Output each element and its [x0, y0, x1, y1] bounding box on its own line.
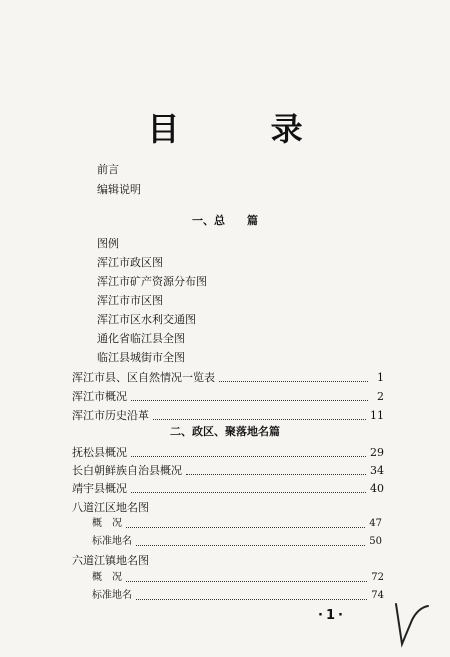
toc-subentry[interactable] — [92, 589, 384, 603]
toc-entry-title: 靖宇县概况 — [72, 482, 127, 495]
dot-leader — [126, 581, 367, 582]
toc-entry[interactable] — [72, 482, 384, 496]
toc-entry-page: 29 — [370, 446, 384, 459]
dot-leader — [136, 545, 365, 546]
toc-map-item[interactable]: 临江县城街市全图 — [97, 351, 185, 364]
dot-leader — [131, 492, 366, 493]
toc-editorial-note[interactable]: 编辑说明 — [97, 183, 141, 196]
dot-leader — [126, 527, 365, 528]
toc-entry-page: 40 — [370, 482, 384, 495]
toc-map-item[interactable]: 图例 — [97, 237, 119, 250]
dot-leader — [186, 474, 366, 475]
toc-subentry[interactable] — [92, 571, 384, 585]
toc-preface[interactable]: 前言 — [97, 163, 119, 176]
toc-map-item[interactable]: 浑江市矿产资源分布图 — [97, 275, 207, 288]
toc-entry-page: 1 — [377, 371, 384, 384]
toc-entry-title: 标准地名 — [92, 590, 132, 601]
section-heading-2: 二、政区、聚落地名篇 — [170, 425, 280, 438]
toc-entry-title: 标准地名 — [92, 536, 132, 547]
toc-entry-page: 47 — [369, 518, 382, 529]
toc-entry[interactable] — [72, 390, 384, 404]
dot-leader — [131, 400, 368, 401]
toc-map-item[interactable]: 浑江市区水利交通图 — [97, 313, 196, 326]
toc-map-item[interactable]: 浑江市市区图 — [97, 294, 163, 307]
page-number: ·1· — [318, 608, 346, 623]
toc-subentry[interactable] — [92, 535, 382, 549]
toc-entry-title: 浑江市历史沿革 — [72, 409, 149, 422]
dot-leader — [219, 381, 368, 382]
toc-subentry[interactable] — [92, 517, 382, 531]
handwritten-mark-icon — [392, 600, 432, 650]
toc-entry[interactable] — [72, 371, 384, 385]
toc-entry-page: 72 — [371, 572, 384, 583]
page-title: 目 录 — [147, 110, 343, 148]
toc-entry-title: 浑江市县、区自然情况一览表 — [72, 371, 215, 384]
toc-entry-title: 浑江市概况 — [72, 390, 127, 403]
toc-entry-title: 概 况 — [92, 572, 122, 583]
dot-leader — [131, 456, 366, 457]
toc-entry-page: 11 — [370, 409, 384, 422]
toc-entry-title: 概 况 — [92, 518, 122, 529]
toc-map-item[interactable]: 六道江镇地名图 — [72, 554, 149, 567]
toc-entry-page: 34 — [370, 464, 384, 477]
toc-map-item[interactable]: 八道江区地名图 — [72, 501, 149, 514]
toc-entry[interactable] — [72, 464, 384, 478]
toc-entry-title: 抚松县概况 — [72, 446, 127, 459]
toc-entry[interactable] — [72, 409, 384, 423]
dot-leader — [136, 599, 367, 600]
toc-map-item[interactable]: 浑江市政区图 — [97, 256, 163, 269]
toc-map-item[interactable]: 通化省临江县全图 — [97, 332, 185, 345]
toc-entry-page: 2 — [377, 390, 384, 403]
toc-entry-page: 74 — [371, 590, 384, 601]
toc-entry[interactable] — [72, 446, 384, 460]
dot-leader — [153, 419, 366, 420]
section-heading-1: 一、总 篇 — [192, 214, 258, 227]
toc-entry-page: 50 — [369, 536, 382, 547]
toc-entry-title: 长白朝鲜族自治县概况 — [72, 464, 182, 477]
